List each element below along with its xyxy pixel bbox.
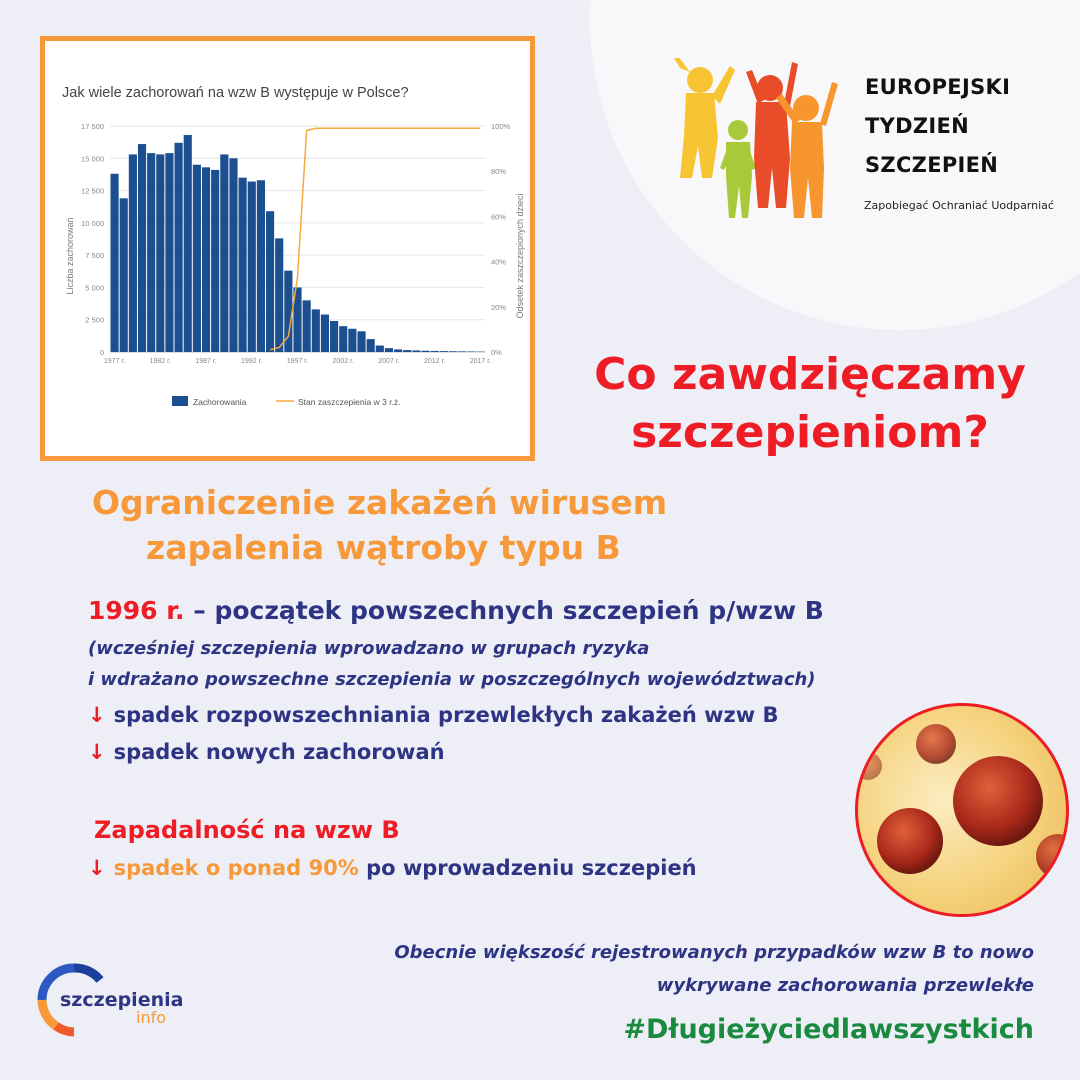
bar bbox=[147, 153, 155, 352]
y-tick-left: 5 000 bbox=[85, 283, 104, 293]
y-tick-left: 7 500 bbox=[85, 251, 104, 261]
y-tick-right: 40% bbox=[491, 257, 507, 267]
subhead-line-2: zapalenia wątroby typu B bbox=[146, 528, 621, 567]
bar bbox=[266, 211, 274, 352]
x-tick: 1987 r. bbox=[195, 358, 217, 365]
hashtag: #Długieżyciedlawszystkich bbox=[623, 1014, 1034, 1045]
bar bbox=[321, 315, 329, 352]
bar bbox=[458, 351, 466, 352]
bar bbox=[220, 154, 228, 352]
y-tick-right: 20% bbox=[491, 302, 507, 312]
bar bbox=[467, 351, 475, 352]
etsz-subtitle: Zapobiegać Ochraniać Uodparniać bbox=[864, 199, 1054, 212]
subhead bbox=[60, 480, 760, 570]
footnote: Obecnie większość rejestrowanych przypadków wzw B to nowo wykrywane zachorowania przewlekłe bbox=[394, 942, 1034, 996]
y-tick-left: 17 500 bbox=[81, 122, 104, 131]
etsz-title: EUROPEJSKI TYDZIEŃ SZCZEPIEŃ bbox=[865, 75, 1011, 177]
x-tick: 1997 r. bbox=[286, 358, 309, 365]
brand-name: szczepienia bbox=[60, 989, 184, 1011]
down-arrow-icon: ↓ bbox=[88, 856, 106, 880]
note-line-2: i wdrażano powszechne szczepienia w poszczególnych województwach) bbox=[88, 669, 816, 690]
x-tick: 1982 r. bbox=[149, 358, 172, 365]
chart-title: Jak wiele zachorowań na wzw B występuje w Polsce? bbox=[62, 85, 409, 101]
bar bbox=[156, 154, 164, 352]
x-tick: 2002 r. bbox=[332, 358, 354, 365]
y-tick-left: 15 000 bbox=[81, 154, 104, 164]
y-tick-left: 12 500 bbox=[81, 186, 104, 196]
bar bbox=[248, 182, 256, 352]
bar bbox=[211, 170, 219, 352]
legend-bar-swatch bbox=[172, 396, 188, 406]
x-tick: 1992 r. bbox=[241, 358, 263, 365]
bar bbox=[202, 167, 210, 352]
y-axis-right-label: Odsetek zaszczepionych dzieci bbox=[515, 193, 525, 319]
bar bbox=[348, 329, 356, 352]
bar bbox=[449, 351, 457, 352]
legend-bar-label: Zachorowania bbox=[193, 397, 247, 407]
bullet-1 bbox=[88, 703, 779, 727]
vaccination-line bbox=[270, 128, 480, 349]
bar bbox=[138, 144, 146, 352]
bar bbox=[111, 174, 119, 352]
down-arrow-icon: ↓ bbox=[88, 703, 106, 727]
bar bbox=[376, 346, 384, 352]
hbv-chart bbox=[45, 41, 530, 456]
brand-suffix: info bbox=[136, 1008, 167, 1027]
bar bbox=[184, 135, 192, 352]
start-year: 1996 r. bbox=[88, 596, 185, 625]
y-axis-left-label: Liczba zachorowań bbox=[65, 217, 75, 295]
x-tick: 2012 r. bbox=[423, 358, 446, 365]
bar bbox=[431, 351, 439, 352]
bar bbox=[385, 348, 393, 352]
bar bbox=[229, 158, 237, 352]
bullet-1-text: spadek rozpowszechniania przewlekłych zakażeń wzw B bbox=[113, 703, 779, 727]
bar bbox=[367, 339, 375, 352]
chart-frame bbox=[40, 36, 535, 461]
bar bbox=[440, 351, 448, 352]
bar bbox=[193, 165, 201, 352]
x-tick: 2007 r. bbox=[378, 358, 400, 365]
bar bbox=[421, 351, 429, 352]
virus-particles-icon bbox=[858, 706, 1069, 917]
bullet-2-text: spadek nowych zachorowań bbox=[113, 740, 445, 764]
bar bbox=[312, 309, 320, 352]
virus-image bbox=[855, 703, 1069, 917]
incidence-highlight: spadek o ponad 90% bbox=[113, 856, 359, 880]
kids-logo-icon bbox=[672, 58, 852, 228]
start-year-text: – początek powszechnych szczepień p/wzw B bbox=[184, 596, 824, 625]
y-tick-right: 60% bbox=[491, 212, 507, 222]
bar bbox=[339, 326, 347, 352]
y-tick-left: 2 500 bbox=[85, 315, 104, 325]
subhead-line-1: Ograniczenie zakażeń wirusem bbox=[92, 483, 668, 522]
note-line-1: (wcześniej szczepienia wprowadzano w grupach ryzyka bbox=[88, 638, 650, 659]
bar bbox=[275, 238, 283, 352]
bar bbox=[129, 154, 137, 352]
bar bbox=[303, 300, 311, 352]
bar bbox=[257, 180, 265, 352]
y-tick-right: 80% bbox=[491, 167, 507, 177]
down-arrow-icon: ↓ bbox=[88, 740, 106, 764]
x-tick: 2017 r. bbox=[469, 358, 492, 365]
headline: Co zawdzięczamy szczepieniom? bbox=[594, 349, 1026, 458]
incidence-line bbox=[88, 856, 697, 880]
y-tick-right: 100% bbox=[491, 122, 511, 131]
y-tick-left: 0 bbox=[99, 348, 104, 357]
bar bbox=[394, 349, 402, 352]
y-tick-right: 0% bbox=[491, 348, 502, 357]
bar bbox=[403, 350, 411, 352]
bar bbox=[120, 198, 128, 352]
incidence-rest: po wprowadzeniu szczepień bbox=[358, 856, 697, 880]
bar bbox=[412, 350, 420, 352]
incidence-title: Zapadalność na wzw B bbox=[94, 816, 400, 844]
y-tick-left: 10 000 bbox=[81, 218, 104, 228]
bar bbox=[165, 153, 173, 352]
legend-line-label: Stan zaszczepienia w 3 r.ż. bbox=[298, 397, 401, 407]
start-year-line bbox=[88, 596, 824, 625]
x-tick: 1977 r. bbox=[103, 358, 126, 365]
bar bbox=[330, 321, 338, 352]
chart-legend bbox=[172, 396, 401, 407]
bar bbox=[239, 178, 247, 352]
bar bbox=[175, 143, 183, 352]
bar bbox=[357, 331, 365, 352]
bullet-2 bbox=[88, 740, 445, 764]
